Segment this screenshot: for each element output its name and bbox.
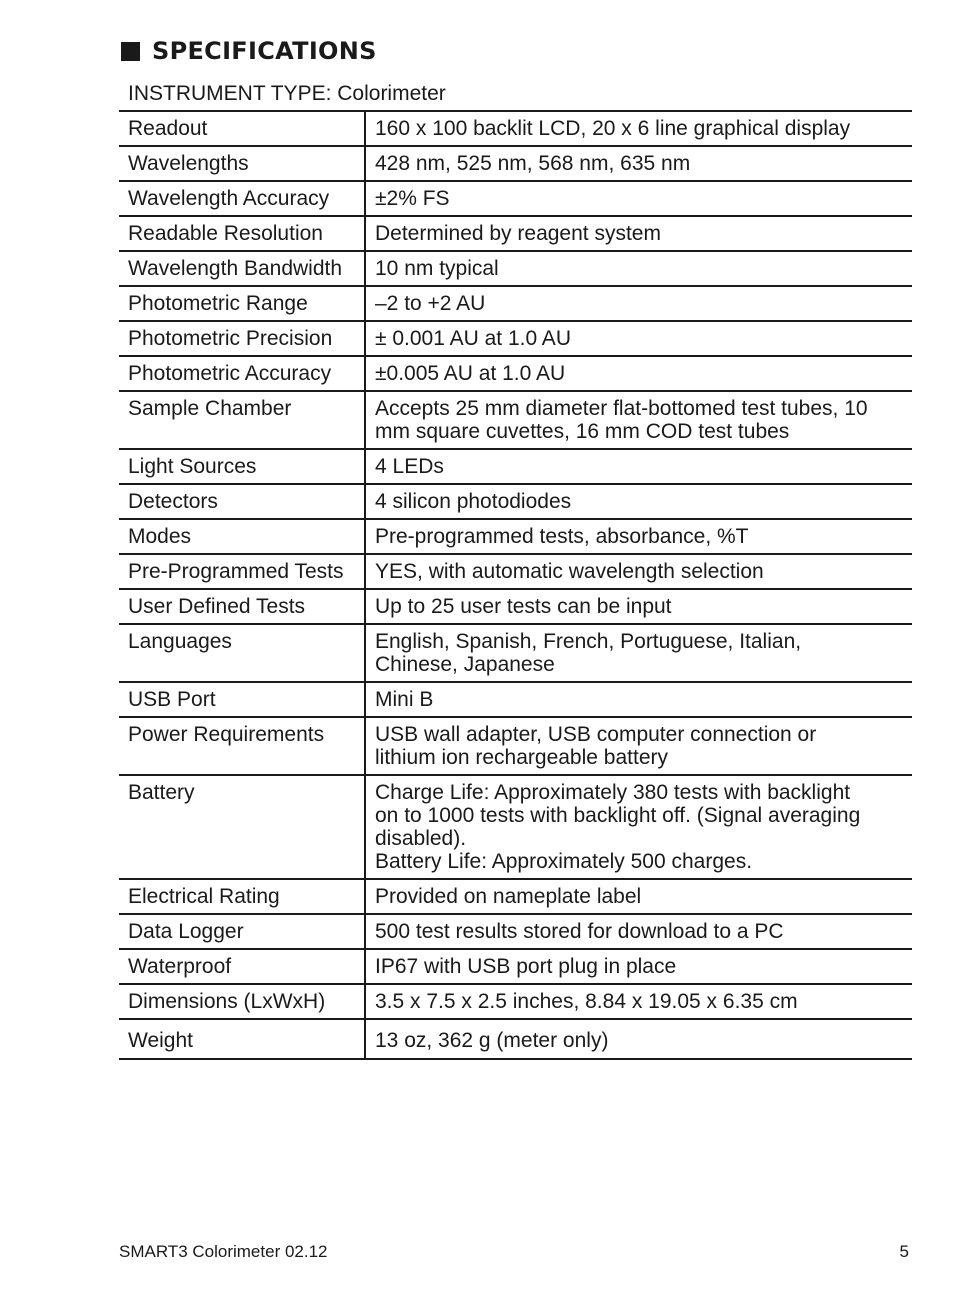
spec-label: Electrical Rating — [119, 879, 365, 914]
spec-row-sample-chamber — [119, 391, 912, 449]
spec-row-wavelength-accuracy — [119, 181, 912, 216]
spec-row-readable-resolution — [119, 216, 912, 251]
spec-label: Modes — [119, 519, 365, 554]
spec-value: Mini B — [375, 688, 434, 711]
spec-value: Determined by reagent system — [375, 222, 661, 245]
spec-value: Accepts 25 mm diameter flat-bottomed test tubes, 10 mm square cuvettes, 16 mm COD test tubes — [375, 397, 868, 443]
spec-value: 3.5 x 7.5 x 2.5 inches, 8.84 x 19.05 x 6.35 cm — [375, 990, 798, 1013]
spec-label: Power Requirements — [119, 717, 365, 775]
spec-label: USB Port — [119, 682, 365, 717]
spec-label: Waterproof — [119, 949, 365, 984]
spec-label: Wavelength Bandwidth — [119, 251, 365, 286]
spec-label: Detectors — [119, 484, 365, 519]
spec-value: 500 test results stored for download to a PC — [375, 920, 784, 943]
spec-row-photometric-accuracy — [119, 356, 912, 391]
spec-value: 428 nm, 525 nm, 568 nm, 635 nm — [375, 152, 691, 175]
spec-label: Weight — [119, 1019, 365, 1059]
square-bullet-icon — [121, 42, 140, 61]
spec-value: –2 to +2 AU — [375, 292, 486, 315]
spec-row-photometric-precision — [119, 321, 912, 356]
spec-value: ±0.005 AU at 1.0 AU — [375, 362, 566, 385]
spec-value: 4 silicon photodiodes — [375, 490, 572, 513]
spec-label: Photometric Accuracy — [119, 356, 365, 391]
spec-value: 13 oz, 362 g (meter only) — [375, 1029, 609, 1052]
spec-label: Battery — [119, 775, 365, 879]
footer-page-number: 5 — [899, 1242, 909, 1261]
spec-label: Photometric Range — [119, 286, 365, 321]
specifications-table — [119, 110, 912, 1060]
spec-label: User Defined Tests — [119, 589, 365, 624]
spec-value: Pre-programmed tests, absorbance, %T — [375, 525, 749, 548]
footer-document-name: SMART3 Colorimeter 02.12 — [119, 1242, 328, 1261]
spec-label: Data Logger — [119, 914, 365, 949]
spec-label: Readable Resolution — [119, 216, 365, 251]
spec-label: Readout — [119, 111, 365, 146]
spec-label: Dimensions (LxWxH) — [119, 984, 365, 1019]
spec-row-readout — [119, 111, 912, 146]
spec-row-electrical-rating — [119, 879, 912, 914]
spec-label: Light Sources — [119, 449, 365, 484]
spec-label: Photometric Precision — [119, 321, 365, 356]
spec-row-data-logger — [119, 914, 912, 949]
spec-value: YES, with automatic wavelength selection — [375, 560, 764, 583]
spec-value: 4 LEDs — [375, 455, 444, 478]
spec-row-modes — [119, 519, 912, 554]
spec-value: 10 nm typical — [375, 257, 499, 280]
spec-row-battery — [119, 775, 912, 879]
spec-row-weight — [119, 1019, 912, 1059]
spec-value: 160 x 100 backlit LCD, 20 x 6 line graphical display — [375, 117, 851, 140]
spec-row-usb-port — [119, 682, 912, 717]
spec-row-waterproof — [119, 949, 912, 984]
spec-row-photometric-range — [119, 286, 912, 321]
spec-label: Wavelengths — [119, 146, 365, 181]
spec-row-wavelengths — [119, 146, 912, 181]
spec-label: Sample Chamber — [119, 391, 365, 449]
spec-value: Provided on nameplate label — [375, 885, 642, 908]
specifications-table-body — [119, 111, 912, 1059]
spec-row-languages — [119, 624, 912, 682]
spec-row-detectors — [119, 484, 912, 519]
spec-label: Pre-Programmed Tests — [119, 554, 365, 589]
spec-row-power-requirements — [119, 717, 912, 775]
section-title: SPECIFICATIONS — [152, 37, 377, 65]
spec-label: Wavelength Accuracy — [119, 181, 365, 216]
spec-row-pre-programmed-tests — [119, 554, 912, 589]
spec-row-light-sources — [119, 449, 912, 484]
spec-value: USB wall adapter, USB computer connection or lithium ion rechargeable battery — [375, 723, 817, 769]
spec-label: Languages — [119, 624, 365, 682]
spec-value: Charge Life: Approximately 380 tests with backlight on to 1000 tests with backlight off. (Signal averaging disabled). Battery Life: Approximately 500 charges. — [375, 781, 861, 873]
spec-row-wavelength-bandwidth — [119, 251, 912, 286]
spec-row-dimensions — [119, 984, 912, 1019]
spec-value: IP67 with USB port plug in place — [375, 955, 677, 978]
section-heading — [121, 37, 377, 65]
spec-value: ± 0.001 AU at 1.0 AU — [375, 327, 571, 350]
spec-value: English, Spanish, French, Portuguese, Italian, Chinese, Japanese — [375, 630, 802, 676]
instrument-type: INSTRUMENT TYPE: Colorimeter — [128, 82, 446, 105]
spec-value: ±2% FS — [375, 187, 450, 210]
spec-row-user-defined-tests — [119, 589, 912, 624]
spec-value: Up to 25 user tests can be input — [375, 595, 672, 618]
